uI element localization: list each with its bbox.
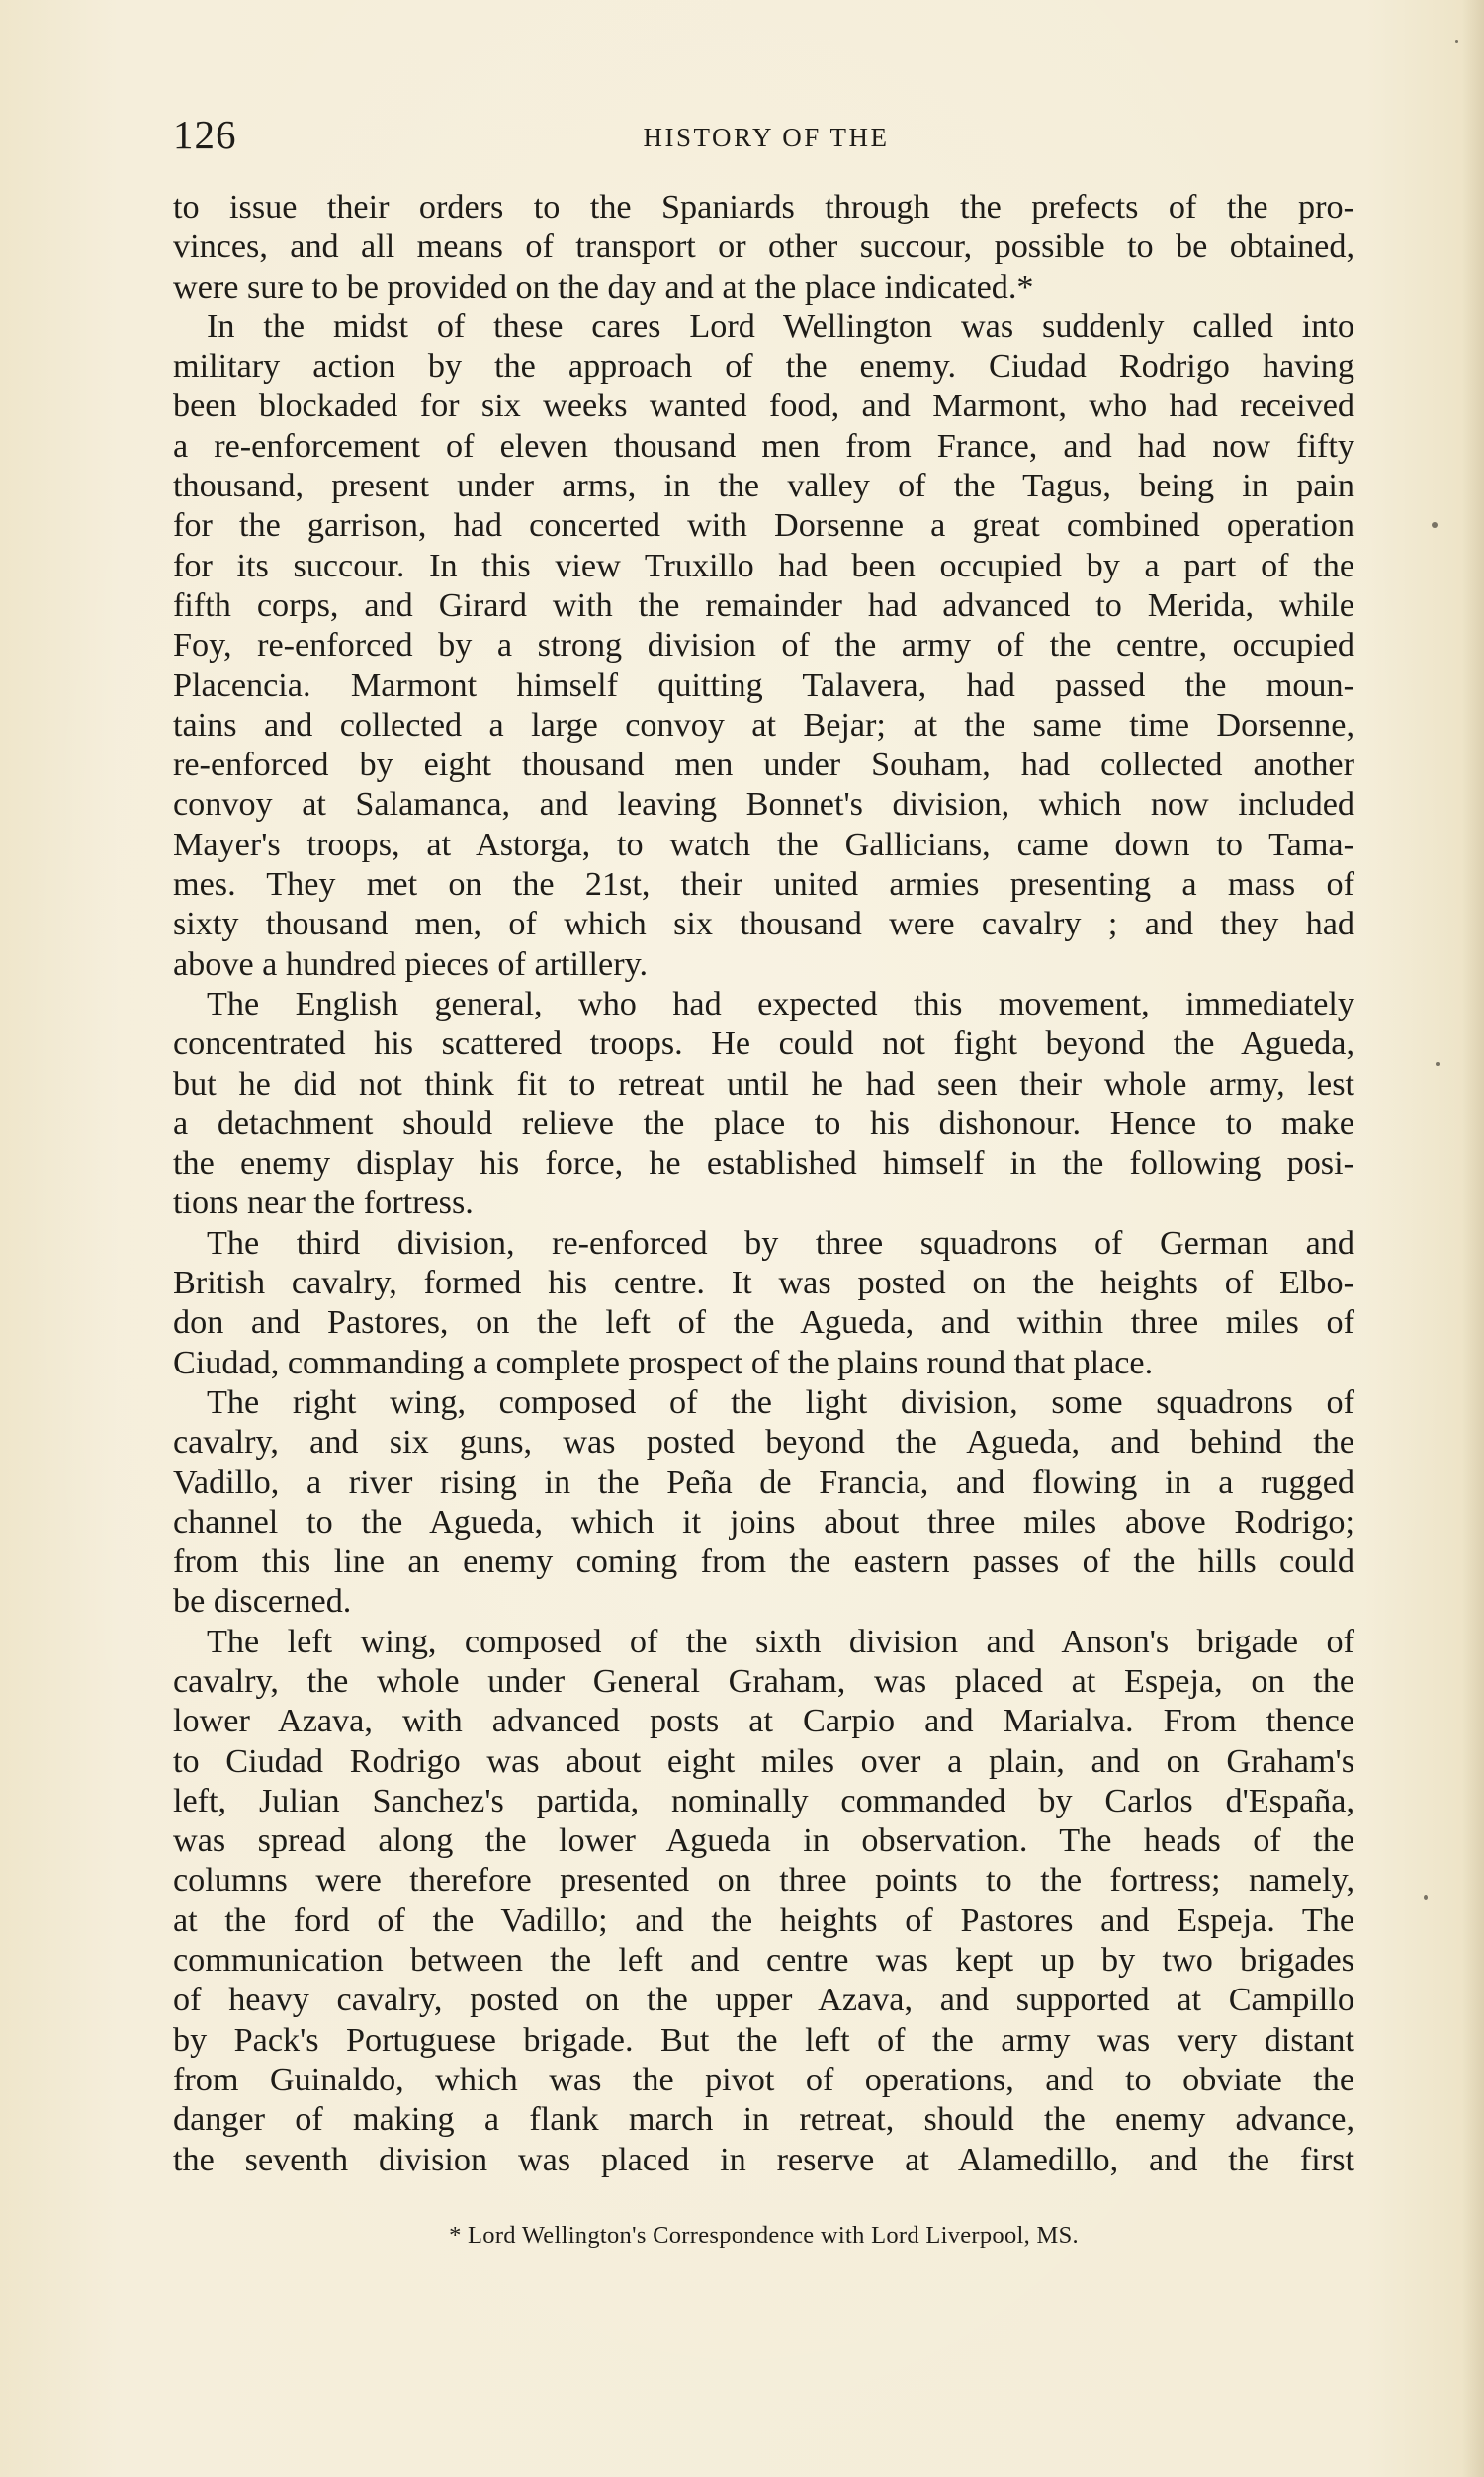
text-line: Mayer's troops, at Astorga, to watch the Gallicians, came down to Tama- xyxy=(173,826,1354,863)
text-line: The English general, who had expected this movement, immediately xyxy=(207,985,1354,1022)
text-line: The third division, re-enforced by three squadrons of German and xyxy=(207,1224,1354,1262)
text-line: for the garrison, had concerted with Dorsenne a great combined operation xyxy=(173,507,1354,545)
text-line: Placencia. Marmont himself quitting Talavera, had passed the moun- xyxy=(173,666,1354,704)
text-line: communication between the left and centre was kept up by two brigades xyxy=(173,1942,1354,1980)
text-line: left, Julian Sanchez's partida, nominally commanded by Carlos d'España, xyxy=(173,1782,1354,1819)
text-line: fifth corps, and Girard with the remainder had advanced to Merida, while xyxy=(173,586,1354,624)
text-line: tions near the fortress. xyxy=(173,1185,474,1222)
text-line: of heavy cavalry, posted on the upper Azava, and supported at Campillo xyxy=(173,1982,1354,2019)
text-line: to issue their orders to the Spaniards through the prefects of the pro- xyxy=(173,189,1354,225)
text-line: from this line an enemy coming from the eastern passes of the hills could xyxy=(173,1544,1354,1581)
text-line: cavalry, the whole under General Graham, was placed at Espeja, on the xyxy=(173,1662,1354,1700)
page-number: 126 xyxy=(173,112,237,157)
text-line: be discerned. xyxy=(173,1583,352,1621)
text-line: were sure to be provided on the day and at the place indicated.* xyxy=(173,268,1034,306)
text-line: by Pack's Portuguese brigade. But the left of the army was very distant xyxy=(173,2021,1354,2059)
text-line: British cavalry, formed his centre. It was posted on the heights of Elbo- xyxy=(173,1265,1354,1302)
text-line: lower Azava, with advanced posts at Carpio and Marialva. From thence xyxy=(173,1703,1354,1740)
text-line: a re-enforcement of eleven thousand men from France, and had now fifty xyxy=(173,427,1354,465)
text-line: The left wing, composed of the sixth division and Anson's brigade of xyxy=(207,1623,1354,1660)
text-line: convoy at Salamanca, and leaving Bonnet's division, which now included xyxy=(173,786,1354,824)
text-line: above a hundred pieces of artillery. xyxy=(173,945,648,983)
text-line: danger of making a flank march in retreat, should the enemy advance, xyxy=(173,2101,1354,2139)
text-line: from Guinaldo, which was the pivot of operations, and to obviate the xyxy=(173,2061,1354,2098)
text-line: the enemy display his force, he established himself in the following posi- xyxy=(173,1145,1354,1183)
text-line: thousand, present under arms, in the valley of the Tagus, being in pain xyxy=(173,468,1354,505)
text-line: columns were therefore presented on three points to the fortress; namely, xyxy=(173,1862,1354,1900)
text-line: a detachment should relieve the place to his dishonour. Hence to make xyxy=(173,1105,1354,1142)
text-line: the seventh division was placed in reserve at Alamedillo, and the first xyxy=(173,2141,1354,2178)
text-line: don and Pastores, on the left of the Agueda, and within three miles of xyxy=(173,1304,1354,1342)
text-line: military action by the approach of the enemy. Ciudad Rodrigo having xyxy=(173,348,1354,386)
text-line: In the midst of these cares Lord Wellington was suddenly called into xyxy=(207,308,1354,345)
text-line: was spread along the lower Agueda in observation. The heads of the xyxy=(173,1822,1354,1860)
footnote: * Lord Wellington's Correspondence with Lord Liverpool, MS. xyxy=(449,2222,1079,2249)
running-title: HISTORY OF THE xyxy=(643,123,890,152)
text-line: channel to the Agueda, which it joins about three miles above Rodrigo; xyxy=(173,1503,1354,1541)
text-line: Vadillo, a river rising in the Peña de Francia, and flowing in a rugged xyxy=(173,1463,1354,1501)
text-line: at the ford of the Vadillo; and the heights of Pastores and Espeja. The xyxy=(173,1902,1354,1939)
text-line: to Ciudad Rodrigo was about eight miles over a plain, and on Graham's xyxy=(173,1742,1354,1780)
text-line xyxy=(173,2180,1354,2220)
page-edge-shadow xyxy=(1462,0,1484,2477)
text-line: Foy, re-enforced by a strong division of the army of the centre, occupied xyxy=(173,627,1354,664)
text-line: mes. They met on the 21st, their united armies presenting a mass of xyxy=(173,866,1354,904)
text-line: cavalry, and six guns, was posted beyond the Agueda, and behind the xyxy=(173,1424,1354,1461)
text-line: tains and collected a large convoy at Bejar; at the same time Dorsenne, xyxy=(173,706,1354,744)
body-text xyxy=(173,188,1354,2220)
text-line: Ciudad, commanding a complete prospect of the plains round that place. xyxy=(173,1344,1154,1381)
text-line: re-enforced by eight thousand men under Souham, had collected another xyxy=(173,747,1354,784)
text-line: been blockaded for six weeks wanted food, and Marmont, who had received xyxy=(173,388,1354,425)
running-head xyxy=(173,111,1359,160)
text-line: concentrated his scattered troops. He could not fight beyond the Agueda, xyxy=(173,1025,1354,1063)
text-line: but he did not think fit to retreat until he had seen their whole army, lest xyxy=(173,1065,1354,1103)
text-line: The right wing, composed of the light division, some squadrons of xyxy=(207,1383,1354,1421)
text-line: sixty thousand men, of which six thousand were cavalry ; and they had xyxy=(173,906,1354,943)
text-line: for its succour. In this view Truxillo had been occupied by a part of the xyxy=(173,547,1354,584)
text-line: vinces, and all means of transport or other succour, possible to be obtained, xyxy=(173,228,1354,266)
